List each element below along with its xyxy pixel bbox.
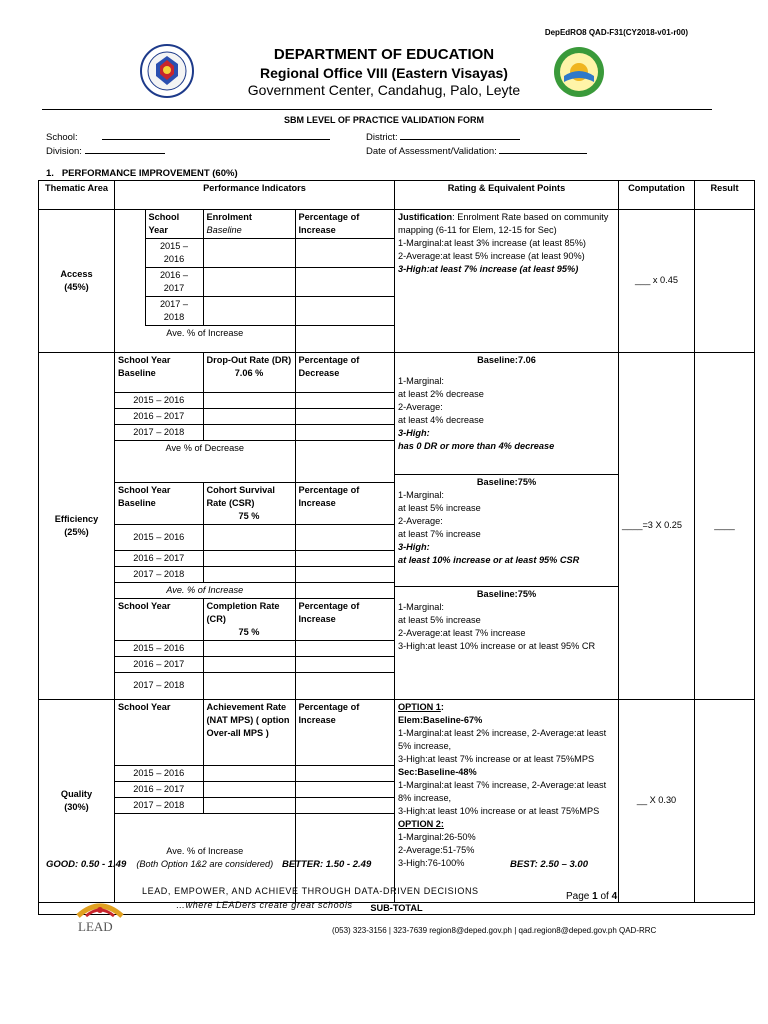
document-code: DepEdRO8 QAD-F31(CY2018-v01-r00): [544, 28, 688, 37]
cr-block: [115, 599, 395, 699]
access-area: Access (45%): [39, 210, 115, 353]
dr-year-3: 2017 – 2018: [115, 425, 203, 441]
region-title: Regional Office VIII (Eastern Visayas): [260, 65, 508, 81]
access-percent-3[interactable]: [295, 297, 395, 326]
access-ave-value[interactable]: [295, 326, 395, 352]
office-address: Government Center, Candahug, Palo, Leyte: [247, 82, 521, 98]
cr-year-2: 2016 – 2017: [115, 657, 203, 673]
csr-col-percent: Percentage of Increase: [295, 483, 395, 525]
cr-year-3: 2017 – 2018: [115, 673, 203, 699]
header-computation: Computation: [619, 181, 695, 210]
quality-rating: OPTION 1: Elem:Baseline-67% 1-Marginal:at least 2% increase, 2-Average:at least 5% increase, 3-High:at least 7% increase or at least 75%MPS Sec:Baseline-48% 1-Marginal:at least 7% increase, 2-Average:at least 8% increase, 3-High:at least 10% increase or at least 75%MPS OPTION 2: 1-Marginal:26-50% 2-Average:51-75% 3-High:76-100%: [395, 699, 619, 902]
access-rating: Justification: Enrolment Rate based on community mapping (6-11 for Elem, 12-15 for Sec) 1-Marginal:at least 3% increase (at least 85%) 2-Average:at least 5% increase (at least 90%) 3-High:at least 7% increase (at least 95%): [395, 210, 619, 353]
division-field: [46, 144, 165, 157]
header-divider: [42, 109, 712, 110]
access-year-2: 2016 – 2017: [145, 268, 203, 297]
access-col-enrolment: Enrolment Baseline: [203, 210, 295, 239]
access-col-year: School Year: [145, 210, 203, 239]
date-input-line[interactable]: [499, 144, 587, 154]
header-thematic: Thematic Area: [39, 181, 115, 210]
performance-table: [38, 180, 755, 915]
dr-ave: Ave % of Decrease: [115, 441, 295, 483]
district-field: [366, 130, 520, 143]
table-header-row: [39, 181, 755, 210]
csr-ave: Ave. % of Increase: [115, 583, 295, 599]
quality-year-1: 2015 – 2016: [115, 766, 203, 782]
efficiency-area: Efficiency (25%): [39, 352, 115, 699]
csr-year-2: 2016 – 2017: [115, 551, 203, 567]
access-indicators: [115, 210, 395, 353]
scale-good: GOOD: 0.50 - 1.49: [46, 859, 127, 870]
form-title: SBM LEVEL OF PRACTICE VALIDATION FORM: [284, 115, 484, 125]
date-field: [366, 144, 587, 157]
dr-year-2: 2016 – 2017: [115, 409, 203, 425]
access-computation[interactable]: ___ x 0.45: [619, 210, 695, 353]
header-indicators: Performance Indicators: [115, 181, 395, 210]
header-result: Result: [695, 181, 755, 210]
dropout-block: [115, 353, 395, 484]
access-percent-2[interactable]: [295, 268, 395, 297]
csr-block: [115, 483, 395, 599]
quality-col-year: School Year: [115, 700, 203, 766]
quality-year-3: 2017 – 2018: [115, 798, 203, 814]
dr-col-percent: Percentage of Decrease: [295, 353, 395, 393]
date-label: Date of Assessment/Validation:: [366, 146, 497, 157]
efficiency-rating: [395, 352, 619, 699]
header-rating: Rating & Equivalent Points: [395, 181, 619, 210]
access-enrolment-2[interactable]: [203, 268, 295, 297]
cr-rating: Baseline:75% 1-Marginal: at least 5% increase 2-Average:at least 7% increase 3-High:at least 10% increase or at least 95% CR: [398, 588, 596, 651]
access-col-percent: Percentage of Increase: [295, 210, 395, 239]
quality-row: [39, 699, 755, 902]
csr-year-3: 2017 – 2018: [115, 567, 203, 583]
scale-better: BETTER: 1.50 - 2.49: [282, 859, 372, 870]
csr-col-rate: Cohort Survival Rate (CSR) 75 %: [203, 483, 295, 525]
department-title: DEPARTMENT OF EDUCATION: [273, 46, 495, 63]
dr-rating: Baseline:7.06 1-Marginal: at least 2% decrease 2-Average: at least 4% decrease 3-High: has 0 DR or more than 4% decrease: [395, 353, 618, 475]
division-label: Division:: [46, 146, 82, 157]
lead-logo-icon: [70, 894, 130, 934]
dr-col-year: School Year Baseline: [115, 353, 203, 393]
cr-year-1: 2015 – 2016: [115, 641, 203, 657]
subtotal-label: SUB-TOTAL: [39, 902, 755, 914]
quality-col-percent: Percentage of Increase: [295, 700, 395, 766]
cr-col-rate: Completion Rate (CR) 75 %: [203, 599, 295, 641]
district-label: District:: [366, 132, 398, 143]
access-percent-1[interactable]: [295, 239, 395, 268]
quality-year-2: 2016 – 2017: [115, 782, 203, 798]
school-field: [46, 130, 330, 143]
access-year-3: 2017 – 2018: [145, 297, 203, 326]
district-input-line[interactable]: [400, 130, 520, 140]
footer-contact: (053) 323-3156 | 323-7639 region8@deped.gov.ph | qad.region8@deped.gov.ph QAD-RRC: [332, 926, 657, 935]
csr-year-1: 2015 – 2016: [115, 525, 203, 551]
school-label: School:: [46, 132, 78, 143]
quality-area: Quality (30%): [39, 699, 115, 902]
access-enrolment-1[interactable]: [203, 239, 295, 268]
lead-logo-text: LEAD: [78, 919, 113, 934]
dr-year-1: 2015 – 2016: [115, 393, 203, 409]
cr-col-percent: Percentage of Increase: [295, 599, 395, 641]
quality-indicators: [115, 699, 395, 902]
quality-result[interactable]: [695, 699, 755, 902]
access-result[interactable]: [695, 210, 755, 353]
efficiency-computation[interactable]: ____=3 X 0.25: [619, 352, 695, 699]
csr-col-year: School Year Baseline: [115, 483, 203, 525]
dr-col-rate: Drop-Out Rate (DR) 7.06 %: [203, 353, 295, 393]
section-title: 1. PERFORMANCE IMPROVEMENT (60%): [46, 168, 238, 179]
access-enrolment-3[interactable]: [203, 297, 295, 326]
footer-motto: LEAD, EMPOWER, AND ACHIEVE THROUGH DATA-DRIVEN DECISIONS: [142, 886, 479, 896]
quality-computation[interactable]: __ X 0.30: [619, 699, 695, 902]
access-ave: Ave. % of Increase: [115, 326, 295, 352]
quality-col-rate: Achievement Rate (NAT MPS) ( option Over-all MPS ): [203, 700, 295, 766]
subtotal-row: [39, 902, 755, 914]
efficiency-result[interactable]: ____: [695, 352, 755, 699]
quality-ave: Ave. % of Increase (Both Option 1&2 are considered): [115, 814, 295, 902]
efficiency-indicators: [115, 352, 395, 699]
access-year-1: 2015 – 2016: [145, 239, 203, 268]
school-input-line[interactable]: [102, 130, 330, 140]
efficiency-row: [39, 352, 755, 699]
cr-col-year: School Year: [115, 599, 203, 641]
page-indicator: Page 1 of 4: [566, 891, 618, 902]
footer-tagline: …where LEADers create great schools: [176, 900, 353, 910]
scale-best: BEST: 2.50 – 3.00: [510, 859, 588, 870]
access-row: [39, 210, 755, 353]
csr-rating: Baseline:75% 1-Marginal: at least 5% increase 2-Average: at least 7% increase 3-High: at least 10% increase or at least 95% CSR: [395, 475, 618, 587]
division-input-line[interactable]: [85, 144, 165, 154]
